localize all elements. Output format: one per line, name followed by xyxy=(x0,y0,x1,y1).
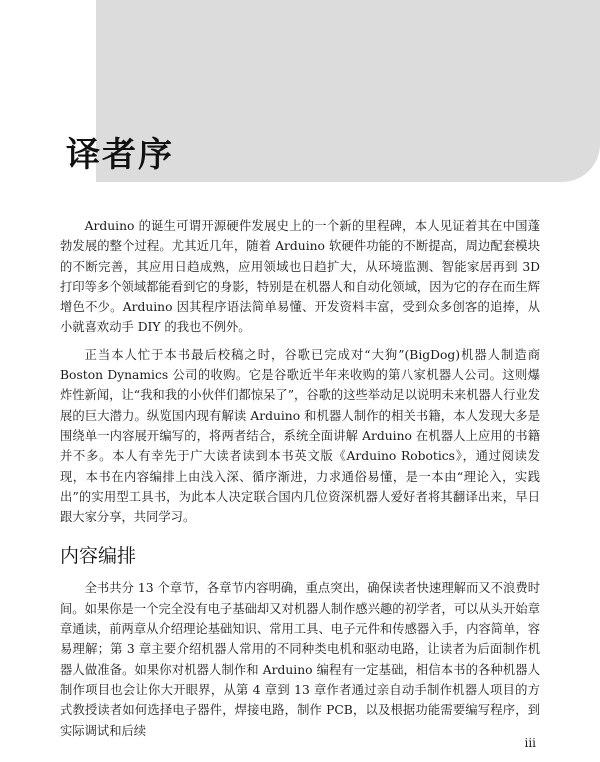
intro-paragraph-2: 正当本人忙于本书最后校稿之时，谷歌已完成对“大狗”(BigDog)机器人制造商 Boston Dynamics 公司的收购。它是谷歌近半年来收购的第八家机器人公司。这则爆炸性新闻，让“我和我的小伙伴们都惊呆了”，谷歌的这些举动足以说明未来机器人行业发展的巨大潜力。纵览国内现有解读 Arduino 和机器人制作的相关书籍，本人发现大多是围绕单一内容展开编写的，将两者结合，系统全面讲解 Arduino 在机器人上应用的书籍并不多。本人有幸先于广大读者读到本书英文版《Arduino Robotics》，通过阅读发现，本书在内容编排上由浅入深、循序渐进，力求通俗易懂，是一本由“理论入，实践出”的实用型工具书，为此本人决定联合国内几位资深机器人爱好者将其翻译出来，早日跟大家分享，共同学习。 xyxy=(60,347,540,525)
chapter-title: 译者序 xyxy=(66,134,174,175)
section-heading: 内容编排 xyxy=(60,545,137,568)
section-paragraph-1: 全书共分 13 个章节，各章节内容明确，重点突出，确保读者快速理解而又不浪费时间。如果你是一个完全没有电子基础却又对机器人制作感兴趣的初学者，可以从头开始章章通读，前两章从介绍理论基础知识、常用工具、电子元件和传感器入手，内容简单，容易理解；第 3 章主要介绍机器人常用的不同种类电机和驱动电路，让读者为后面制作机器人做准备。如果你对机器人制作和 Arduino 编程有一定基础，相信本书的各种机器人制作项目也会让你大开眼界，从第 4 章到 13 章作者通过亲自动手制作机器人项目的方式教授读者如何选择电子器件，焊接电路，制作 PCB，以及根据功能需要编写程序，到实际调试和后续 xyxy=(60,581,540,738)
page-number: iii xyxy=(524,736,536,750)
intro-paragraph-1: Arduino 的诞生可谓开源硬件发展史上的一个新的里程碑，本人见证着其在中国蓬勃发展的整个过程。尤其近几年，随着 Arduino 软硬件功能的不断提高，周边配套模块的不断完善，其应用日趋成熟，应用领域也日趋扩大，从环境监测、智能家居再到 3D 打印等多个领域都能看到它的身影，特别是在机器人和自动化领域，因为它的存在而生辉增色不少。Arduino 因其程序语法简单易懂、开发资料丰富，受到众多创客的追捧，从小就喜欢动手 DIY 的我也不例外。 xyxy=(60,219,540,335)
page-body xyxy=(60,216,540,741)
